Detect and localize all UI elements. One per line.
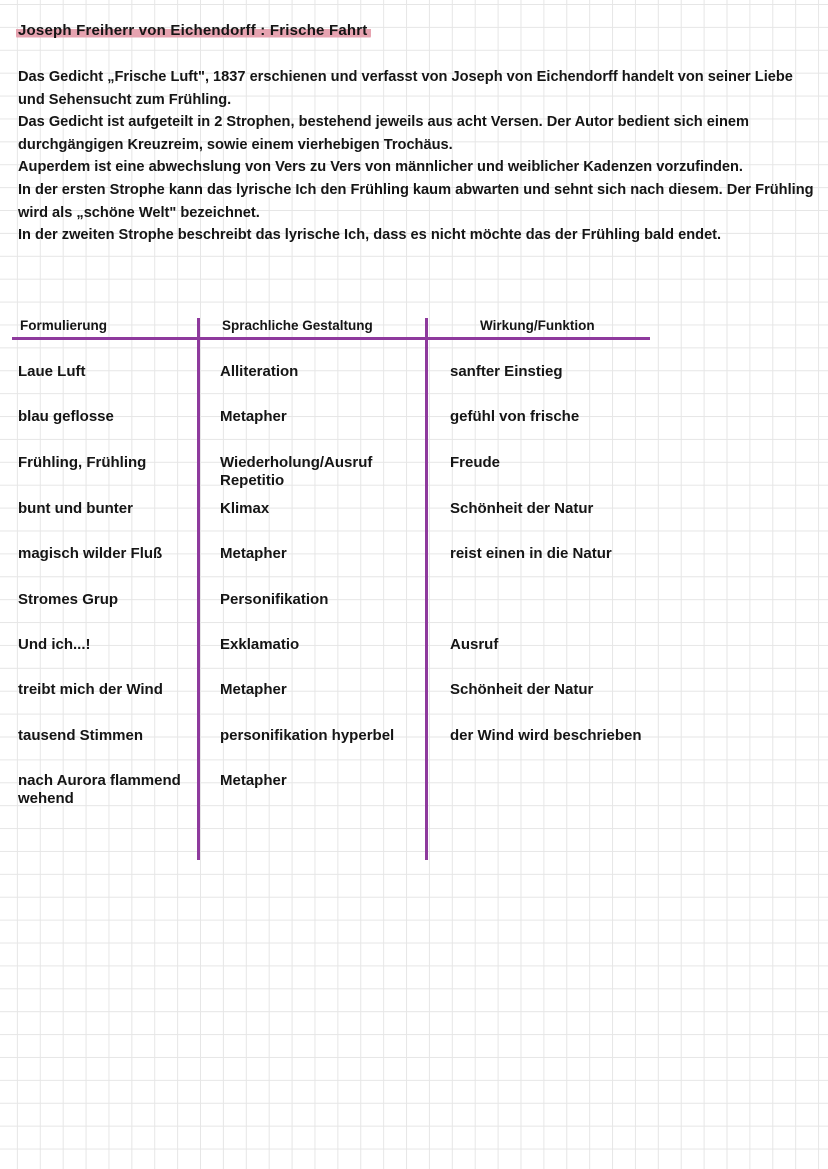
cell-gestaltung: Metapher: [220, 408, 287, 425]
page-title: Joseph Freiherr von Eichendorff : Frische Fahrt: [16, 22, 371, 39]
cell-wirkung: gefühl von frische: [450, 408, 580, 425]
cell-gestaltung: Metapher: [220, 545, 287, 562]
cell-formulierung: Frühling, Frühling: [18, 454, 147, 471]
paragraph: Das Gedicht „Frische Luft", 1837 erschienen und verfasst von Joseph von Eichendorff handelt von seiner Liebe und Sehensucht zum Frühling.: [18, 69, 793, 108]
cell-wirkung: Ausruf: [450, 636, 499, 653]
paragraph: In der ersten Strophe kann das lyrische Ich den Frühling kaum abwarten und sehnt sich nach diesem. Der Frühling wird als „schöne Welt" bezeichnet.: [18, 181, 814, 221]
cell-formulierung: bunt und bunter: [18, 500, 133, 517]
cell-gestaltung: personifikation hyperbel: [220, 727, 395, 744]
column-header-wirkung: Wirkung/Funktion: [480, 318, 595, 333]
cell-wirkung: reist einen in die Natur: [450, 545, 612, 562]
cell-formulierung: Laue Luft: [18, 363, 86, 380]
intro-text: [18, 66, 818, 247]
cell-formulierung: magisch wilder Fluß: [18, 545, 163, 562]
cell-wirkung: Schönheit der Natur: [450, 681, 594, 698]
cell-gestaltung: Klimax: [220, 500, 270, 517]
cell-gestaltung: Metapher: [220, 772, 287, 789]
cell-gestaltung: Metapher: [220, 681, 287, 698]
paragraph: Auperdem ist eine abwechslung von Vers zu Vers von männlicher und weiblicher Kadenzen vorzufinden.: [18, 159, 743, 176]
column-header-formulierung: Formulierung: [20, 318, 107, 333]
cell-gestaltung: Wiederholung/Ausruf Repetitio: [220, 454, 373, 489]
cell-wirkung: Schönheit der Natur: [450, 500, 594, 517]
cell-wirkung: der Wind wird beschrieben: [450, 727, 642, 744]
header-divider: [12, 337, 650, 340]
cell-wirkung: Freude: [450, 454, 501, 471]
cell-wirkung: sanfter Einstieg: [450, 363, 563, 380]
cell-formulierung: blau geflosse: [18, 408, 114, 425]
cell-formulierung: treibt mich der Wind: [18, 681, 163, 698]
cell-formulierung: Und ich...!: [18, 636, 91, 653]
column-divider: [197, 318, 200, 860]
column-header-gestaltung: Sprachliche Gestaltung: [222, 318, 373, 333]
cell-formulierung: nach Aurora flammend wehend: [18, 772, 181, 807]
cell-gestaltung: Alliteration: [220, 363, 299, 380]
cell-formulierung: tausend Stimmen: [18, 727, 144, 744]
cell-gestaltung: Personifikation: [220, 591, 329, 608]
paragraph: In der zweiten Strophe beschreibt das lyrische Ich, dass es nicht möchte das der Frühling bald endet.: [18, 227, 722, 244]
paragraph: Das Gedicht ist aufgeteilt in 2 Strophen, bestehend jeweils aus acht Versen. Der Autor bedient sich einem durchgängigen Kreuzreim, sowie einem vierhebigen Trochäus.: [18, 114, 749, 153]
column-divider: [425, 318, 428, 860]
cell-formulierung: Stromes Grup: [18, 591, 119, 608]
cell-gestaltung: Exklamatio: [220, 636, 300, 653]
